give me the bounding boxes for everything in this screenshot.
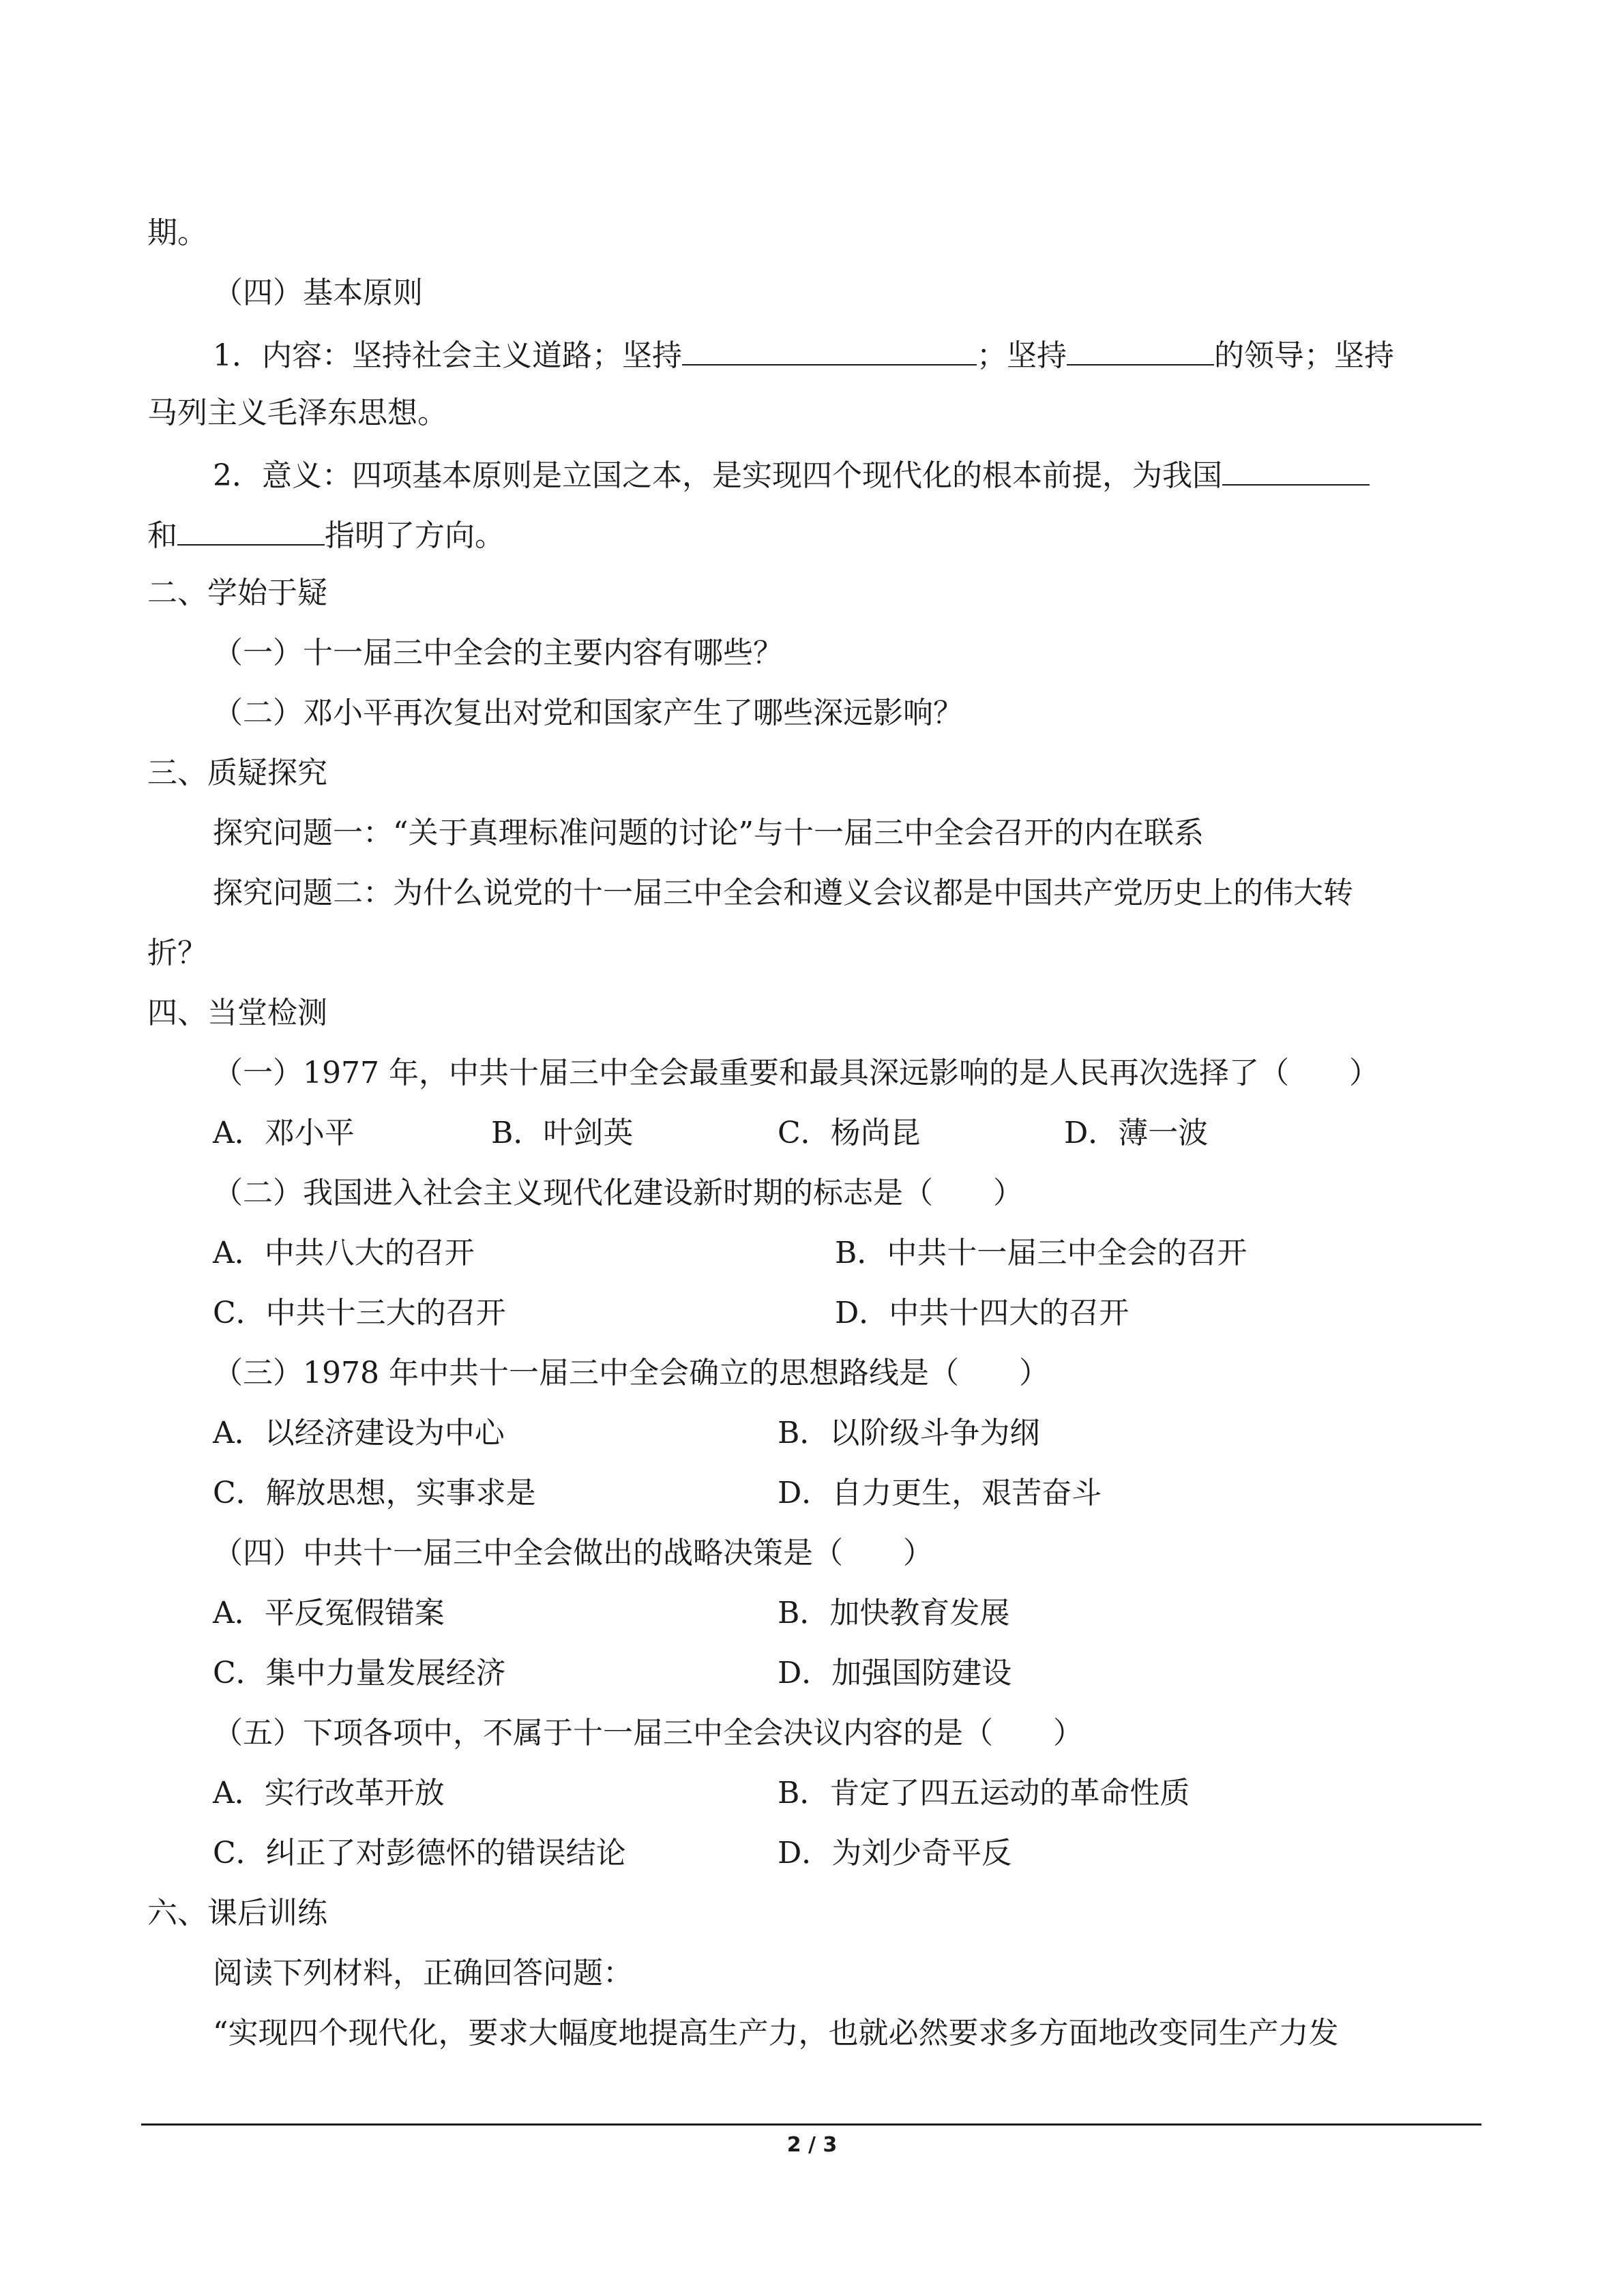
option: B．加快教育发展 [778,1596,1010,1630]
text-line: 阅读下列材料，正确回答问题： [213,1956,633,1991]
text-line: 探究问题二：为什么说党的十一届三中全会和遵义会议都是中国共产党历史上的伟大转 [213,876,1353,910]
text-line: 折？ [147,936,207,970]
option: A．以经济建设为中心 [213,1416,505,1450]
option: B．以阶级斗争为纲 [778,1416,1040,1450]
answer-blank[interactable] [682,333,977,366]
section-heading: （四）基本原则 [213,275,423,310]
question: （二）我国进入社会主义现代化建设新时期的标志是（ ） [213,1176,1023,1210]
option: C．中共十三大的召开 [213,1296,506,1330]
option: C．杨尚昆 [778,1116,921,1150]
question: （五）下项各项中，不属于十一届三中全会决议内容的是（ ） [213,1716,1083,1750]
page-number: 2 / 3 [786,2133,838,2157]
question: （一）1977 年，中共十届三中全会最重要和最具深远影响的是人民再次选择了（ ） [213,1056,1379,1090]
section-heading: 三、质疑探究 [147,756,327,790]
question: （三）1978 年中共十一届三中全会确立的思想路线是（ ） [213,1356,1049,1390]
text-line: 和 指明了方向。 [147,513,505,556]
footer-rule [141,2123,1481,2126]
text-line: 马列主义毛泽东思想。 [147,396,447,430]
option: A．邓小平 [213,1116,355,1150]
option: B．肯定了四五运动的革命性质 [778,1776,1190,1810]
section-heading: 二、学始于疑 [147,576,327,610]
text-line: 期。 [147,215,207,250]
answer-blank[interactable] [1222,453,1370,486]
option: B．叶剑英 [491,1116,634,1150]
option: D．薄一波 [1064,1116,1209,1150]
text-line: 2．意义：四项基本原则是立国之本，是实现四个现代化的根本前提，为我国 [213,453,1370,496]
quote-line: “实现四个现代化，要求大幅度地提高生产力，也就必然要求多方面地改变同生产力发 [213,2016,1339,2051]
option: C．纠正了对彭德怀的错误结论 [213,1836,626,1870]
option: A．实行改革开放 [213,1776,445,1810]
question: （四）中共十一届三中全会做出的战略决策是（ ） [213,1536,933,1570]
question: （二）邓小平再次复出对党和国家产生了哪些深远影响？ [213,696,963,730]
text-line: 1．内容：坚持社会主义道路；坚持 ；坚持 的领导；坚持 [213,333,1394,376]
text-line: 探究问题一：“关于真理标准问题的讨论”与十一届三中全会召开的内在联系 [213,816,1204,850]
option: B．中共十一届三中全会的召开 [835,1236,1247,1270]
section-heading: 六、课后训练 [147,1896,327,1930]
answer-blank[interactable] [177,513,325,546]
answer-blank[interactable] [1067,333,1214,366]
option: A．中共八大的召开 [213,1236,475,1270]
section-heading: 四、当堂检测 [147,996,327,1030]
option: C．集中力量发展经济 [213,1656,506,1690]
option: D．中共十四大的召开 [835,1296,1130,1330]
option: D．为刘少奇平反 [778,1836,1012,1870]
option: D．加强国防建设 [778,1656,1012,1690]
option: D．自力更生，艰苦奋斗 [778,1476,1102,1510]
option: C．解放思想，实事求是 [213,1476,536,1510]
question: （一）十一届三中全会的主要内容有哪些？ [213,636,783,670]
option: A．平反冤假错案 [213,1596,445,1630]
